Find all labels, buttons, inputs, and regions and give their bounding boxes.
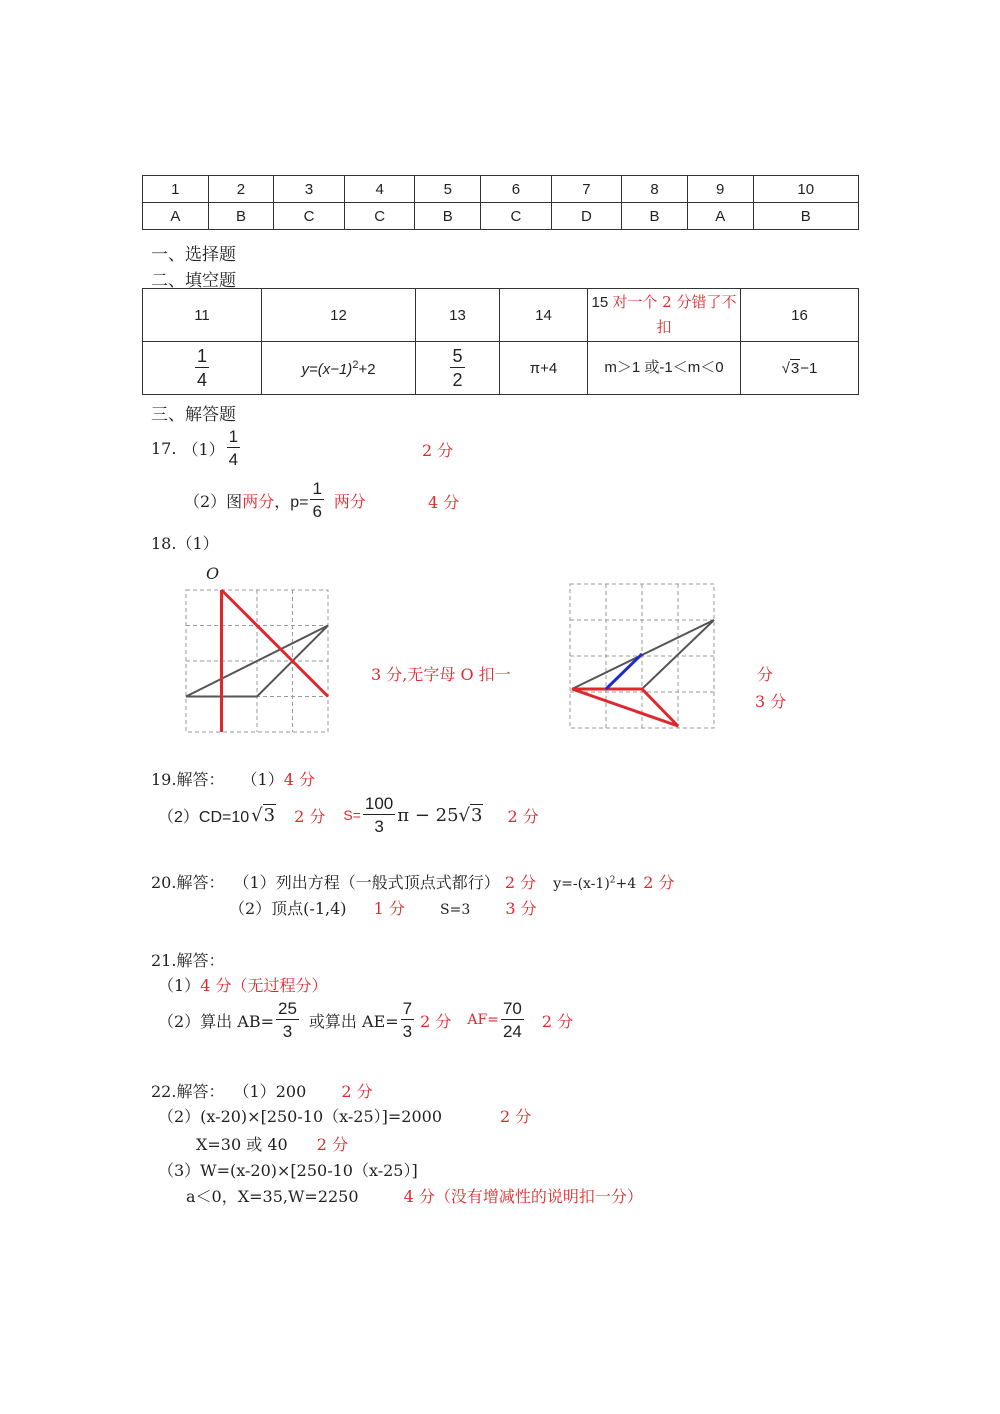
numerator: 100 — [364, 794, 394, 813]
fraction — [501, 1000, 524, 1040]
score: 2 分 — [316, 1135, 349, 1154]
fraction — [227, 428, 240, 468]
choice-answer: A — [687, 203, 753, 230]
score: 2 分 — [341, 1082, 373, 1101]
choice-number: 8 — [622, 176, 688, 203]
q18-score-note-2: 分 — [757, 665, 774, 684]
q21-label: 21.解答： — [151, 951, 225, 970]
question-number: 22.解答： — [151, 1082, 225, 1101]
q17-part1 — [151, 426, 242, 470]
choice-number: 5 — [415, 176, 481, 203]
denominator: 6 — [312, 502, 322, 521]
fill-answer-13 — [416, 342, 500, 395]
q18-label: 18.（1） — [151, 534, 219, 553]
fraction — [363, 795, 395, 835]
q22-part1 — [151, 1079, 373, 1102]
choice-number: 6 — [481, 176, 552, 203]
expression: y=(x−1) — [301, 360, 353, 378]
part-text: （1）列出方程（一般式顶点式都行） — [233, 873, 500, 892]
part-text: （2）顶点(-1,4) — [229, 899, 347, 918]
equation-main: y=-(x-1) — [553, 876, 610, 892]
original-quadrilateral — [572, 620, 714, 689]
choice-number: 10 — [753, 176, 858, 203]
choice-number: 2 — [208, 176, 274, 203]
sqrt-sign: √ — [781, 359, 790, 377]
fill-answer-row — [143, 342, 859, 395]
q18-figure-right — [564, 578, 724, 738]
q19-part1 — [151, 767, 315, 790]
alt-text: 或算出 AE= — [308, 1011, 399, 1031]
numerator: 5 — [452, 346, 463, 366]
fraction — [450, 347, 464, 389]
section-choice-heading: 一、选择题 — [151, 245, 236, 265]
choice-answer: B — [753, 203, 858, 230]
s-label: S= — [343, 807, 361, 823]
choice-number: 9 — [687, 176, 753, 203]
choice-answer-table — [142, 175, 859, 230]
numerator: 25 — [278, 999, 297, 1018]
q20-part2 — [229, 896, 537, 919]
fill-answer-16 — [741, 342, 859, 395]
fraction — [276, 1000, 299, 1040]
denominator: 24 — [502, 1022, 522, 1041]
choice-answer: B — [622, 203, 688, 230]
choice-number: 3 — [274, 176, 345, 203]
part-label: （1） — [182, 439, 225, 459]
q22-part3: （3）W=(x-20)×[250-10（x-25）] — [158, 1161, 418, 1180]
denominator: 3 — [282, 1022, 293, 1041]
solution-text: X=30 或 40 — [196, 1135, 288, 1154]
choice-answer: C — [481, 203, 552, 230]
fill-number: 13 — [416, 289, 500, 342]
part-text: （2）算出 AB= — [158, 1011, 274, 1031]
q17-part2 — [184, 478, 366, 522]
reflected-shape — [572, 689, 678, 726]
choice-number-row — [143, 176, 859, 203]
choice-answer: B — [415, 203, 481, 230]
sqrt-sign: √ — [458, 804, 471, 826]
numerator: 1 — [228, 427, 239, 446]
part-label: （1） — [158, 976, 201, 995]
origin-label: O — [206, 564, 220, 583]
fill-answer-14: π+4 — [500, 342, 588, 395]
equation-tail: +4 — [615, 876, 637, 892]
fill-answer-12 — [262, 342, 416, 395]
fill-number: 14 — [500, 289, 588, 342]
score: 1 分 — [373, 899, 405, 918]
radicand: 3 — [790, 359, 800, 377]
numerator: 7 — [402, 999, 413, 1018]
choice-answer: C — [344, 203, 415, 230]
choice-answer: D — [551, 203, 622, 230]
q17-score2: 4 分 — [428, 493, 460, 512]
expression-tail: −1 — [800, 359, 818, 377]
section-fill-heading: 二、填空题 — [151, 271, 236, 291]
section-solve-heading: 三、解答题 — [151, 405, 236, 425]
score-note: 4 分（没有增减性的说明扣一分） — [403, 1187, 643, 1206]
choice-answer: B — [208, 203, 274, 230]
fraction — [401, 1000, 414, 1040]
q17-score1: 2 分 — [422, 441, 454, 460]
radicand: 3 — [471, 805, 483, 826]
denominator: 4 — [196, 370, 207, 390]
score: 2 分 — [643, 873, 675, 892]
q22-part2: （2）(x-20)×[250-10（x-25）]=2000 — [158, 1107, 443, 1126]
fill-answer-11 — [143, 342, 262, 395]
area-value: S=3 — [440, 902, 471, 918]
denominator: 3 — [374, 817, 384, 836]
score-note: 两分 — [242, 491, 275, 511]
choice-answer: A — [143, 203, 209, 230]
expression-tail: +2 — [358, 360, 376, 378]
fill-answer-table — [142, 288, 859, 395]
denominator: 2 — [452, 370, 463, 390]
sqrt-sign: √ — [251, 804, 263, 826]
q19-part2 — [158, 792, 539, 838]
part-label: （2）图 — [184, 491, 243, 511]
score-note: 4 分（无过程分） — [200, 976, 328, 995]
part-label: （1） — [241, 770, 284, 789]
q20-part1 — [151, 870, 675, 893]
score: 4 分 — [283, 770, 316, 789]
score: 2 分 — [504, 873, 537, 892]
choice-number: 4 — [344, 176, 415, 203]
fraction — [310, 480, 323, 520]
radicand: 3 — [263, 805, 276, 826]
af-label: AF= — [467, 1012, 499, 1028]
fill-number: 12 — [262, 289, 416, 342]
denominator: 4 — [228, 450, 239, 469]
part-text: （1）200 — [233, 1082, 307, 1101]
score: 2 分 — [294, 806, 326, 826]
score: 2 分 — [507, 806, 539, 826]
q21-part2 — [158, 997, 573, 1043]
exponent: 2 — [609, 875, 616, 886]
choice-answer: C — [274, 203, 345, 230]
question-number: 20.解答： — [151, 873, 225, 892]
cd-expression: （2）CD=10 — [158, 808, 250, 826]
choice-number: 7 — [551, 176, 622, 203]
numerator: 1 — [312, 479, 322, 498]
blue-segment — [606, 654, 642, 689]
q22-part2b — [196, 1132, 348, 1155]
question-number: 19.解答： — [151, 770, 225, 789]
fill-number-15 — [588, 289, 741, 342]
area-expression: π − 25 — [397, 804, 459, 826]
score: 2 分 — [420, 1011, 452, 1031]
score-note: 两分 — [333, 491, 366, 511]
score: 2 分 — [541, 1011, 574, 1031]
choice-number: 1 — [143, 176, 209, 203]
q22-part3b — [186, 1184, 643, 1207]
q18-score-note-3: 3 分 — [755, 692, 787, 711]
fill-number: 15 — [591, 294, 609, 311]
score: 3 分 — [505, 899, 537, 918]
choice-answer-row — [143, 203, 859, 230]
numerator: 70 — [502, 999, 522, 1018]
fill-number: 16 — [741, 289, 859, 342]
denominator: 3 — [402, 1022, 413, 1041]
numerator: 1 — [196, 346, 207, 366]
q18-score-note: 3 分,无字母 O 扣一 — [371, 665, 511, 684]
fraction — [195, 347, 209, 389]
solution-text: a＜0，X=35,W=2250 — [186, 1187, 359, 1206]
q18-figure-left — [180, 560, 340, 740]
q22-part2-score: 2 分 — [500, 1107, 532, 1126]
fill-15-note: 对一个 2 分错了不扣 — [612, 293, 737, 336]
q21-part1 — [158, 973, 327, 996]
exponent: 2 — [352, 358, 359, 371]
fill-number-row — [143, 289, 859, 342]
equation — [553, 876, 636, 892]
question-number: 17. — [151, 438, 177, 458]
fill-answer-15: m＞1 或-1＜m＜0 — [588, 342, 741, 395]
fill-number: 11 — [143, 289, 262, 342]
p-label: ，p= — [274, 493, 309, 511]
